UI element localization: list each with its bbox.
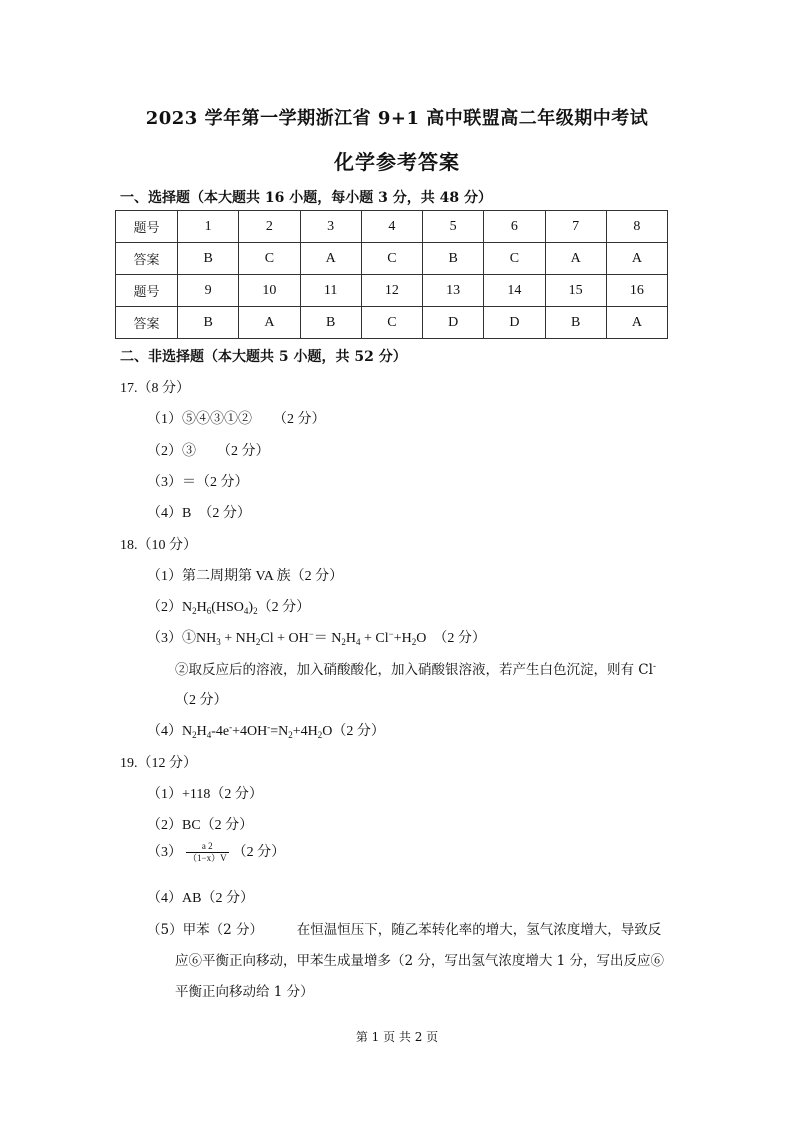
table-cell: A — [300, 243, 361, 275]
q17-label: 17.（8 分） — [120, 381, 190, 396]
answer-table — [115, 210, 668, 339]
table-cell: 10 — [239, 275, 300, 307]
q19-part2: （2）BC（2 分） — [147, 818, 254, 833]
q18-part3 — [147, 627, 486, 647]
q19-part5-line2: 应⑥平衡正向移动，甲苯生成量增多（2 分，写出氢气浓度增大 1 分，写出反应⑥ — [175, 953, 665, 969]
q18-part4-suffix: （2 分） — [332, 724, 385, 739]
table-cell: 4 — [361, 211, 422, 243]
table-cell: 1 — [178, 211, 239, 243]
q17-part1: （1）⑤④③①② （2 分） — [147, 412, 326, 427]
table-cell: B — [300, 307, 361, 339]
table-cell: 5 — [423, 211, 484, 243]
q19-part3 — [147, 841, 285, 864]
table-cell: B — [545, 307, 606, 339]
table-cell: 13 — [423, 275, 484, 307]
q19-part1: （1）+118（2 分） — [147, 787, 263, 802]
q18-part2 — [147, 596, 310, 616]
q18-part3b-line1: ②取反应后的溶液，加入硝酸酸化，加入硝酸银溶液，若产生白色沉淀，则有 Cl- — [175, 662, 656, 678]
q19-part3-prefix: （3） — [147, 845, 182, 860]
table-cell: 15 — [545, 275, 606, 307]
q18-part3-prefix: （3）① — [147, 631, 196, 646]
table-cell: A — [545, 243, 606, 275]
table-cell: 7 — [545, 211, 606, 243]
table-row — [116, 275, 668, 307]
table-cell: A — [606, 243, 667, 275]
page-footer: 第 1 页 共 2 页 — [355, 1030, 439, 1044]
table-cell: C — [361, 243, 422, 275]
table-cell: 2 — [239, 211, 300, 243]
table-cell: C — [361, 307, 422, 339]
table-cell: 6 — [484, 211, 545, 243]
table-cell: C — [484, 243, 545, 275]
page-title: 2023 学年第一学期浙江省 9+1 高中联盟高二年级期中考试 — [145, 108, 649, 129]
table-cell: A — [606, 307, 667, 339]
q18-part3b-line2: （2 分） — [175, 693, 228, 708]
row-label: 题号 — [116, 275, 178, 307]
table-cell: 8 — [606, 211, 667, 243]
q19-part5-line1: （5）甲苯（2 分） 在恒温恒压下，随乙苯转化率的增大，氢气浓度增大，导致反 — [147, 922, 662, 938]
q18-part3b-text: ②取反应后的溶液，加入硝酸酸化，加入硝酸银溶液，若产生白色沉淀，则有 Cl — [175, 662, 653, 678]
section2-heading: 二、非选择题（本大题共 5 小题，共 52 分） — [120, 349, 407, 365]
q18-part4 — [147, 720, 385, 740]
q18-part1: （1）第二周期第 VA 族（2 分） — [147, 569, 344, 584]
table-row — [116, 243, 668, 275]
page-subtitle: 化学参考答案 — [334, 150, 460, 174]
q18-part2-prefix: （2） — [147, 600, 182, 615]
table-row — [116, 211, 668, 243]
row-label: 答案 — [116, 243, 178, 275]
q17-part2: （2）③ （2 分） — [147, 444, 270, 459]
fraction-denominator: （1−x）V — [188, 853, 227, 864]
table-cell: 14 — [484, 275, 545, 307]
table-cell: D — [484, 307, 545, 339]
row-label: 题号 — [116, 211, 178, 243]
q19-part3-suffix: （2 分） — [232, 845, 286, 860]
table-cell: 3 — [300, 211, 361, 243]
table-cell: 11 — [300, 275, 361, 307]
table-cell: A — [239, 307, 300, 339]
section1-heading: 一、选择题（本大题共 16 小题，每小题 3 分，共 48 分） — [120, 190, 492, 206]
row-label: 答案 — [116, 307, 178, 339]
table-cell: 12 — [361, 275, 422, 307]
equation-nh3-nh2cl: $NH_3 + NH_2Cl + OH^-= N_2H_4 + Cl^-+H_2O$ — [196, 629, 441, 647]
q17-part3: （3）＝（2 分） — [147, 475, 249, 490]
q18-part2-suffix: （2 分） — [257, 600, 311, 615]
table-cell: C — [239, 243, 300, 275]
q18-part4-prefix: （4） — [147, 724, 182, 739]
formula-n2h6hso4: $N_2H_6(HSO_4)_2$ — [182, 600, 258, 616]
q18-label: 18.（10 分） — [120, 538, 197, 553]
table-cell: 16 — [606, 275, 667, 307]
q17-part4: （4）B （2 分） — [147, 506, 251, 521]
table-cell: B — [178, 243, 239, 275]
q19-part5-line3: 平衡正向移动给 1 分） — [175, 984, 314, 1000]
q19-label: 19.（12 分） — [120, 756, 197, 771]
equation-n2h4: $N_2H_4-4e^-+4OH^-=N_2+4H_2O$ — [182, 722, 333, 740]
table-cell: 9 — [178, 275, 239, 307]
fraction — [186, 841, 229, 864]
table-cell: B — [423, 243, 484, 275]
table-cell: B — [178, 307, 239, 339]
table-cell: D — [423, 307, 484, 339]
q18-part3-suffix: （2 分） — [440, 631, 486, 646]
table-row — [116, 307, 668, 339]
q19-part4: （4）AB（2 分） — [147, 891, 254, 906]
fraction-numerator: a 2 — [186, 841, 229, 853]
